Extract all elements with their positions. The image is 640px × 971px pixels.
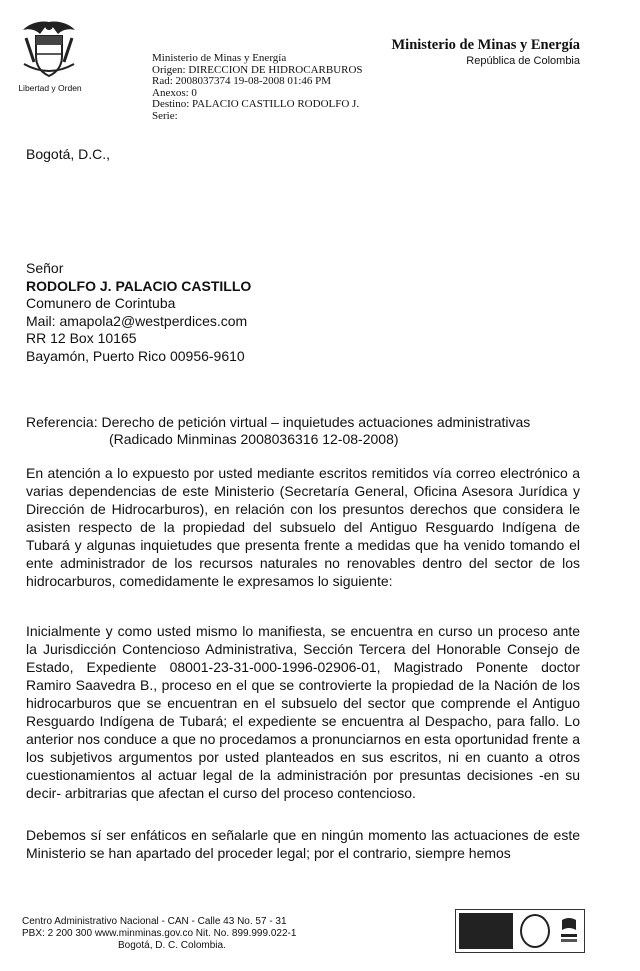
addressee-city: Bayamón, Puerto Rico 00956-9610	[26, 347, 245, 364]
letterhead-ministry: Ministerio de Minas y Energía	[391, 37, 580, 53]
footer-line: Centro Administrativo Nacional - CAN - Calle 43 No. 57 - 31	[22, 916, 287, 927]
reference-line: Referencia: Derecho de petición virtual – inquietudes actuaciones administrativas	[26, 414, 531, 430]
footer-line: PBX: 2 200 300 www.minminas.gov.co Nit. No. 899.999.022-1	[22, 928, 297, 939]
addressee-role: Comunero de Corintuba	[26, 295, 176, 312]
letter-city: Bogotá, D.C.,	[26, 146, 111, 162]
addressee-salutation: Señor	[26, 260, 64, 276]
stamp-line: Rad: 2008037374 19-08-2008 01:46 PM	[152, 75, 332, 88]
stamp-line: Ministerio de Minas y Energía	[152, 52, 287, 64]
iqnet-icon	[558, 916, 580, 946]
letterhead-motto: Libertad y Orden	[18, 83, 82, 93]
letterhead-republic: República de Colombia	[466, 55, 580, 67]
addressee-mail: Mail: amapola2@westperdices.com	[26, 312, 248, 329]
coat-of-arms-icon	[20, 18, 78, 80]
footer-address	[22, 916, 296, 952]
body-paragraph-2: Inicialmente y como usted mismo lo manifiesta, se encuentra en curso un proceso ante la Jurisdicción Contencioso Administrativa, Sección Tercera del Honorable Consejo de Estado, Expediente 08001-23-31-000-1996-02906-01, Magistrado Ponente doctor Ramiro Saavedra B., proceso en el que se controvierte la propiedad de la Nación de los hidrocarburos que se encuentran en el subsuelo del sector que comprende el Antiguo Resguardo Indígena de Tubará; el expediente se encuentra al Despacho, para fallo. Lo anterior nos conduce a que no procedamos a pronunciarnos en esta oportunidad frente a los subjetivos argumentos por usted planteados en sus escritos, ni en cuanto a otros cuestionamientos al actuar legal de la administración por presuntas decisiones -en su decir- arbitrarias que afectan el curso del proceso contencioso.	[26, 623, 580, 801]
certification-seal-icon	[520, 914, 550, 948]
stamp-line: Destino: PALACIO CASTILLO RODOLFO J.	[152, 98, 360, 111]
body-paragraph-1: En atención a lo expuesto por usted mediante escritos remitidos vía correo electrónico a varias dependencias de este Ministerio (Secretaría General, Oficina Asesora Jurídica y Dirección de Hidrocarburos), en relación con los presuntos derechos que considera le asisten respecto de la propiedad del subsuelo del Antiguo Resguardo Indígena de Tubará y algunas inquietudes que presenta frente a medidas que ha venido tomando el ente administrador de los recursos naturales no renovables dentro del sector de los hidrocarburos, comedidamente le expresamos lo siguiente:	[26, 465, 580, 589]
stamp-line: Anexos: 0	[152, 86, 197, 99]
bureau-veritas-icon	[459, 913, 513, 949]
reference-radicado: (Radicado Minminas 2008036316 12-08-2008)	[109, 431, 399, 447]
footer-line: Bogotá, D. C. Colombia.	[118, 940, 226, 951]
stamp-line: Serie:	[152, 109, 178, 122]
body-paragraph-3: Debemos sí ser enfáticos en señalarle que en ningún momento las actuaciones de este Ministerio se han apartado del proceder legal; por el contrario, siempre hemos	[26, 827, 580, 861]
stamp-line: Origen: DIRECCION DE HIDROCARBUROS	[152, 63, 363, 76]
addressee-name: RODOLFO J. PALACIO CASTILLO	[26, 277, 252, 294]
certification-logos	[455, 909, 585, 953]
radication-stamp	[152, 53, 363, 123]
addressee-box: RR 12 Box 10165	[26, 330, 137, 347]
addressee-block	[26, 260, 251, 366]
